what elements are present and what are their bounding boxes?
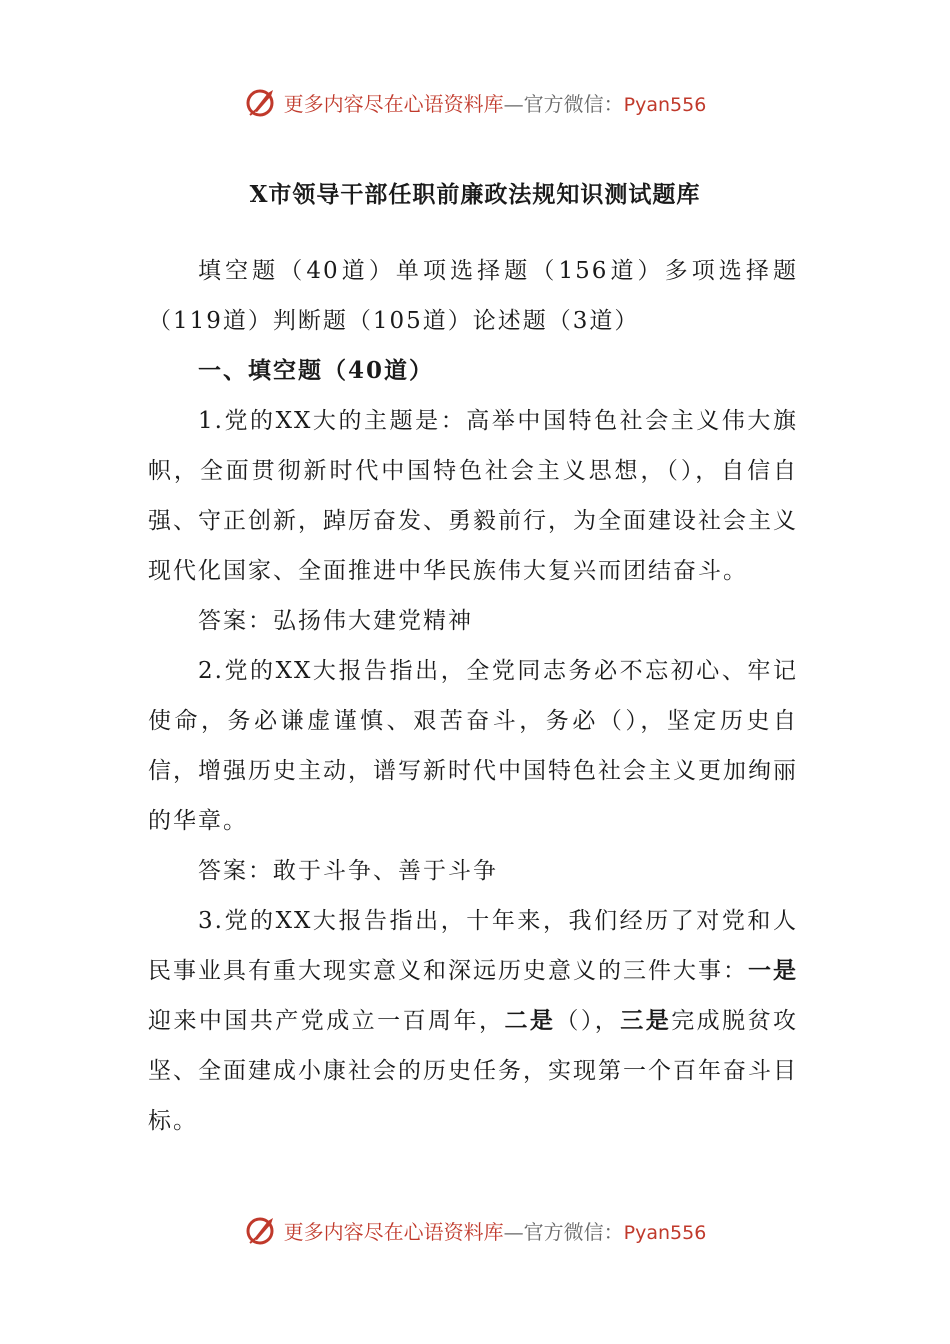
- question-3-marker-2: 二是: [504, 1007, 556, 1034]
- answer-1: 答案：弘扬伟大建党精神: [198, 608, 473, 634]
- banner-separator: —: [503, 91, 524, 116]
- question-3-part-3: 完成脱贫攻坚、全面建成小康社会的历史任务，实现第一个百年奋斗目标。: [148, 1008, 799, 1134]
- question-1: 1.党的XX大的主题是：高举中国特色社会主义伟大旗帜，全面贯彻新时代中国特色社会主义思想，（），自信自强、守正创新，踔厉奋发、勇毅前行，为全面建设社会主义现代化国家、全面推进中华民族伟大复兴而团结奋斗。: [148, 408, 798, 584]
- question-3-intro: 3.党的XX大报告指出，十年来，我们经历了对党和人民事业具有重大现实意义和深远历史意义的三件大事：: [148, 908, 798, 984]
- question-3-part-2: （），: [555, 1008, 621, 1034]
- banner-main-text: 更多内容尽在心语资料库: [283, 91, 504, 116]
- question-summary: 填空题（40道）单项选择题（156道）多项选择题（119道）判断题（105道）论述题（3道）: [148, 258, 798, 334]
- section-heading: 一、填空题（40道）: [198, 357, 435, 384]
- document-title: X市领导干部任职前廉政法规知识测试题库: [249, 181, 701, 208]
- header-banner: [0, 82, 950, 122]
- question-3-marker-1: 一是: [748, 957, 798, 984]
- footer-banner: [0, 1210, 950, 1250]
- banner-wechat-id: Pyan556: [623, 93, 707, 116]
- banner-text: [284, 88, 707, 117]
- question-2: 2.党的XX大报告指出，全党同志务必不忘初心、牢记使命，务必谦虚谨慎、艰苦奋斗，务必（），坚定历史自信，增强历史主动，谱写新时代中国特色社会主义更加绚丽的华章。: [148, 658, 798, 834]
- banner-separator: —: [503, 1219, 524, 1244]
- pen-nib-circle-icon: [244, 1212, 280, 1248]
- banner-official-label: 官方微信：: [523, 91, 624, 116]
- banner-main-text: 更多内容尽在心语资料库: [283, 1219, 504, 1244]
- banner-official-label: 官方微信：: [523, 1219, 624, 1244]
- banner-wechat-id: Pyan556: [623, 1221, 707, 1244]
- question-3: [148, 896, 798, 1146]
- answer-2: 答案：敢于斗争、善于斗争: [198, 858, 498, 884]
- pen-nib-circle-icon: [244, 84, 280, 120]
- question-3-part-1: 迎来中国共产党成立一百周年，: [148, 1008, 505, 1034]
- document-body: [148, 246, 798, 1146]
- question-3-marker-3: 三是: [620, 1007, 672, 1034]
- banner-text: [284, 1216, 707, 1245]
